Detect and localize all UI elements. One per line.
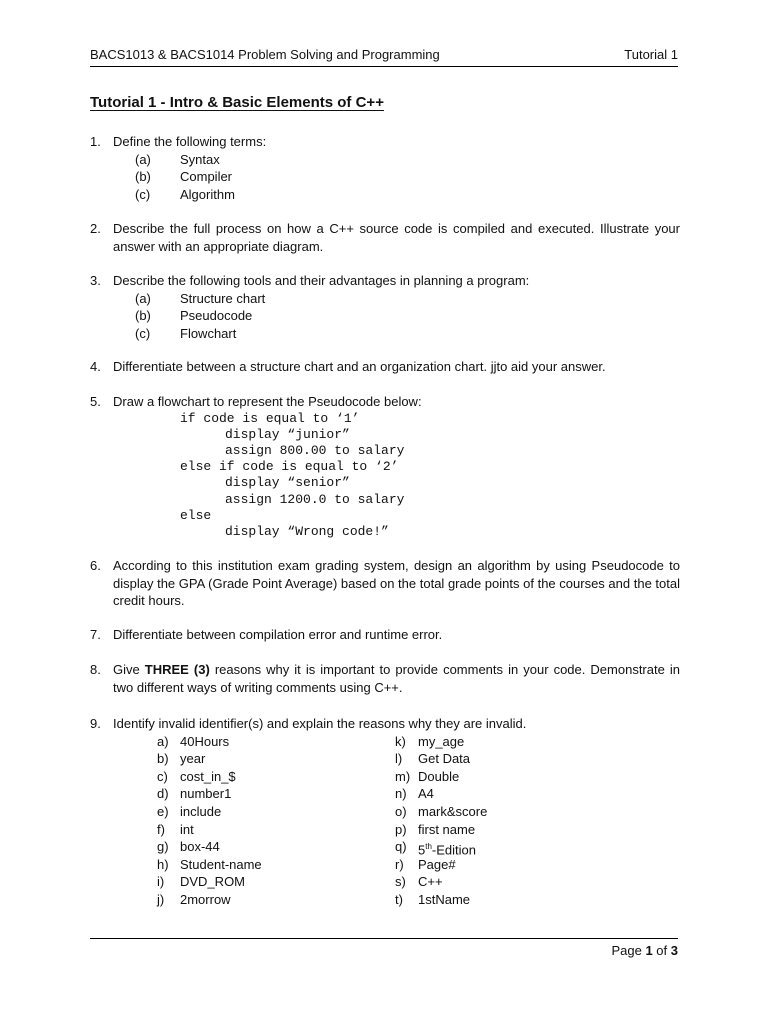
question-number: 8. (90, 662, 101, 677)
item-text: include (180, 803, 222, 819)
question-8 (90, 661, 680, 696)
list-item (90, 290, 680, 308)
question-3 (90, 272, 680, 342)
question-text: Differentiate between a structure chart and an organization chart. jjto aid your answer. (113, 359, 606, 374)
code-line: display “senior” (225, 475, 350, 491)
item-text: 1stName (418, 891, 471, 907)
question-number: 7. (90, 627, 101, 642)
item-text: C++ (418, 874, 443, 890)
item-label: q) (395, 839, 407, 855)
item-text: 2morrow (180, 891, 231, 907)
item-label: a) (157, 733, 169, 749)
item-text: number1 (180, 786, 232, 802)
question-text: According to this institution exam grading system, design an algorithm by using Pseudocode to display the GPA (Grade Point Average) based on the total grade points of the courses and the total credit hours. (113, 558, 680, 609)
question-text: Describe the following tools and their advantages in planning a program: (113, 273, 530, 288)
item-label: d) (157, 786, 169, 802)
question-number: 9. (90, 716, 101, 731)
item-label: k) (395, 733, 406, 749)
question-text: Draw a flowchart to represent the Pseudocode below: (113, 394, 422, 409)
item-label: (b) (135, 169, 151, 185)
item-text: Pseudocode (180, 308, 253, 324)
item-label: p) (395, 821, 407, 837)
question-4 (90, 358, 680, 376)
item-text: Compiler (180, 169, 233, 185)
item-text: my_age (418, 733, 465, 749)
item-text: Page# (418, 856, 456, 872)
item-text: box-44 (180, 839, 220, 855)
page-footer (611, 943, 678, 958)
item-label: m) (395, 768, 411, 784)
item-text-part: 5 (418, 842, 426, 858)
item-label: l) (395, 751, 403, 767)
question-number: 2. (90, 221, 101, 236)
identifier-list (90, 733, 680, 909)
item-label: r) (395, 856, 404, 872)
item-label: s) (395, 874, 406, 890)
superscript-text: th (425, 842, 432, 852)
header-divider (90, 66, 678, 67)
item-text: Student-name (180, 856, 262, 872)
question-1 (90, 133, 680, 203)
code-line: else (180, 507, 212, 523)
code-line: if code is equal to ‘1’ (180, 410, 360, 426)
item-label: f) (157, 821, 165, 837)
question-5 (90, 393, 680, 540)
item-label: h) (157, 856, 169, 872)
item-text: A4 (418, 786, 434, 802)
page-title: Tutorial 1 - Intro & Basic Elements of C++ (90, 94, 384, 111)
item-label: i) (157, 874, 165, 890)
course-title: BACS1013 & BACS1014 Problem Solving and Programming (90, 47, 440, 62)
item-label: (c) (135, 325, 151, 341)
question-2 (90, 220, 680, 255)
question-text-part: reasons why it is important to provide comments in your code. Demonstrate in two different ways of writing comments using C++. (113, 662, 680, 695)
code-line: assign 800.00 to salary (225, 443, 405, 458)
item-label: n) (395, 786, 407, 802)
item-text: year (180, 751, 206, 767)
code-line: display “Wrong code!” (225, 524, 389, 540)
item-label: (a) (135, 151, 151, 167)
question-text: Differentiate between compilation error and runtime error. (113, 627, 443, 642)
footer-divider (90, 938, 678, 939)
item-text: cost_in_$ (180, 768, 236, 784)
list-item (90, 151, 680, 169)
item-label: (c) (135, 186, 151, 202)
item-label: j) (157, 891, 165, 907)
list-item (90, 307, 680, 325)
item-text: Flowchart (180, 325, 237, 341)
question-text: Identify invalid identifier(s) and explain the reasons why they are invalid. (113, 716, 527, 731)
question-6 (90, 557, 680, 610)
item-text: Double (418, 768, 460, 784)
item-text: DVD_ROM (180, 874, 246, 890)
question-number: 3. (90, 273, 101, 288)
item-text: first name (418, 821, 476, 837)
tutorial-label: Tutorial 1 (624, 47, 678, 62)
item-text: Get Data (418, 751, 471, 767)
code-line: assign 1200.0 to salary (225, 491, 405, 507)
item-text-part: -Edition (431, 842, 476, 858)
item-text: Structure chart (180, 290, 266, 306)
item-text: 40Hours (180, 733, 230, 749)
item-label: o) (395, 803, 407, 819)
list-item (90, 186, 680, 204)
pseudocode-block (180, 411, 680, 541)
page-header (90, 47, 678, 67)
question-9 (90, 715, 680, 909)
question-text (113, 661, 680, 696)
code-line: else if code is equal to ‘2’ (180, 459, 399, 475)
item-label: g) (157, 839, 169, 855)
item-text: mark&score (418, 803, 488, 819)
item-text: int (180, 821, 194, 837)
question-number: 5. (90, 394, 101, 409)
question-text-part: Give (113, 662, 145, 677)
question-number: 1. (90, 134, 101, 149)
item-label: (a) (135, 290, 151, 306)
question-number: 6. (90, 558, 101, 573)
question-number: 4. (90, 359, 101, 374)
item-label: t) (395, 891, 403, 907)
question-text: Define the following terms: (113, 134, 267, 149)
list-item (90, 168, 680, 186)
list-item (90, 325, 680, 343)
page-word: Page (611, 943, 642, 958)
item-label: b) (157, 751, 169, 767)
item-text: Algorithm (180, 186, 235, 202)
page-total: 3 (670, 943, 678, 958)
emphasis-text: THREE (3) (144, 662, 210, 677)
item-text: Syntax (180, 151, 220, 167)
item-label: e) (157, 803, 169, 819)
item-label: (b) (135, 308, 151, 324)
of-word: of (656, 943, 668, 958)
question-text: Describe the full process on how a C++ source code is compiled and executed. Illustrate your answer with an appropriate diagram. (113, 221, 680, 254)
item-label: c) (157, 768, 168, 784)
code-line: display “junior” (225, 426, 350, 442)
question-7 (90, 626, 680, 644)
page-number: 1 (645, 943, 653, 958)
